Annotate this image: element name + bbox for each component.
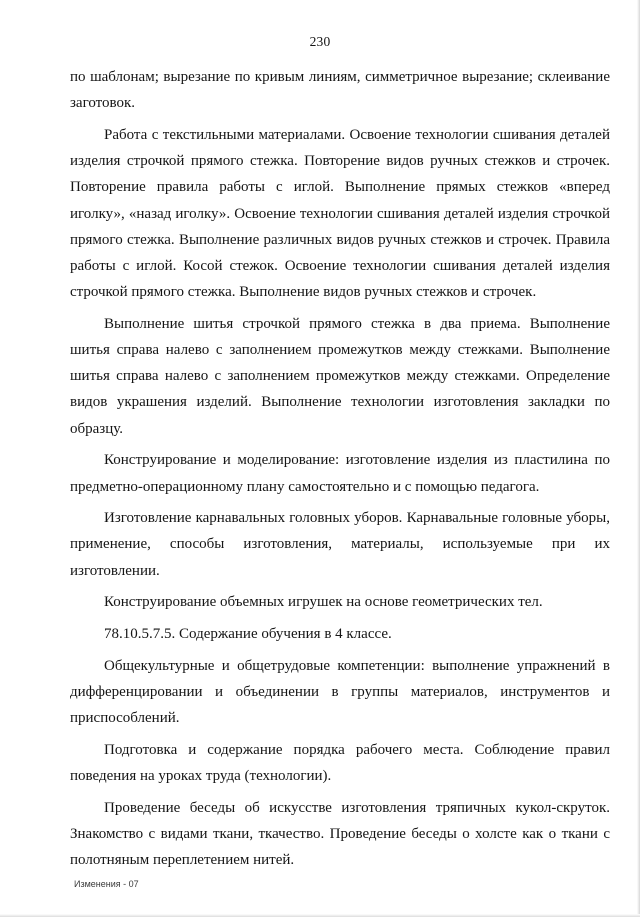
paragraph-construction-modeling: Конструирование и моделирование: изготовление изделия из пластилина по предметно-операционному плану самостоятельно и с помощью педагога. [70,452,610,495]
paragraph-general-competences: Общекультурные и общетрудовые компетенции: выполнение упражнений в дифференцировании и объединении в группы материалов, инструментов и приспособлений. [70,657,610,727]
paragraph-carnival-hats: Изготовление карнавальных головных уборов. Карнавальные головные уборы, применение, способы изготовления, материалы, используемые при их изготовлении. [70,510,610,579]
paragraph-sewing-two-steps: Выполнение шитья строчкой прямого стежка в два приема. Выполнение шитья справа налево с заполнением промежутков между стежками. Выполнение шитья справа налево с заполнением промежутков между стежками. Определение видов украшения изделий. Выполнение технологии изготовления закладки по образцу. [70,315,610,437]
section-heading-grade-4: 78.10.5.7.5. Содержание обучения в 4 классе. [104,626,392,643]
footer-revision-note: Изменения - 07 [74,879,139,889]
paragraph-workplace-order: Подготовка и содержание порядка рабочего места. Соблюдение правил поведения на уроках труда (технологии). [70,741,610,785]
paragraph-volumetric-toys: Конструирование объемных игрушек на основе геометрических тел. [104,594,543,611]
paragraph-rag-dolls: Проведение беседы об искусстве изготовления тряпичных кукол-скруток. Знакомство с видами ткани, ткачество. Проведение беседы о холсте как о ткани с полотняным переплетением нитей. [70,799,610,869]
paragraph-textile-work: Работа с текстильными материалами. Освоение технологии сшивания деталей изделия строчкой прямого стежка. Повторение видов ручных стежков и строчек. Повторение правила работы с иглой. Выполнение прямых стежков «вперед иголку», «назад иголку». Освоение технологии сшивания деталей изделия строчкой прямого стежка. Выполнение различных видов ручных стежков и строчек. Правила работы с иглой. Косой стежок. Освоение технологии сшивания деталей изделия строчкой прямого стежка. Выполнение видов ручных стежков и строчек. [70,126,610,301]
paragraph-cutting-templates: по шаблонам; вырезание по кривым линиям, симметричное вырезание; склеивание заготовок. [70,69,610,112]
page-number: 230 [309,34,331,49]
document-body [70,64,610,879]
